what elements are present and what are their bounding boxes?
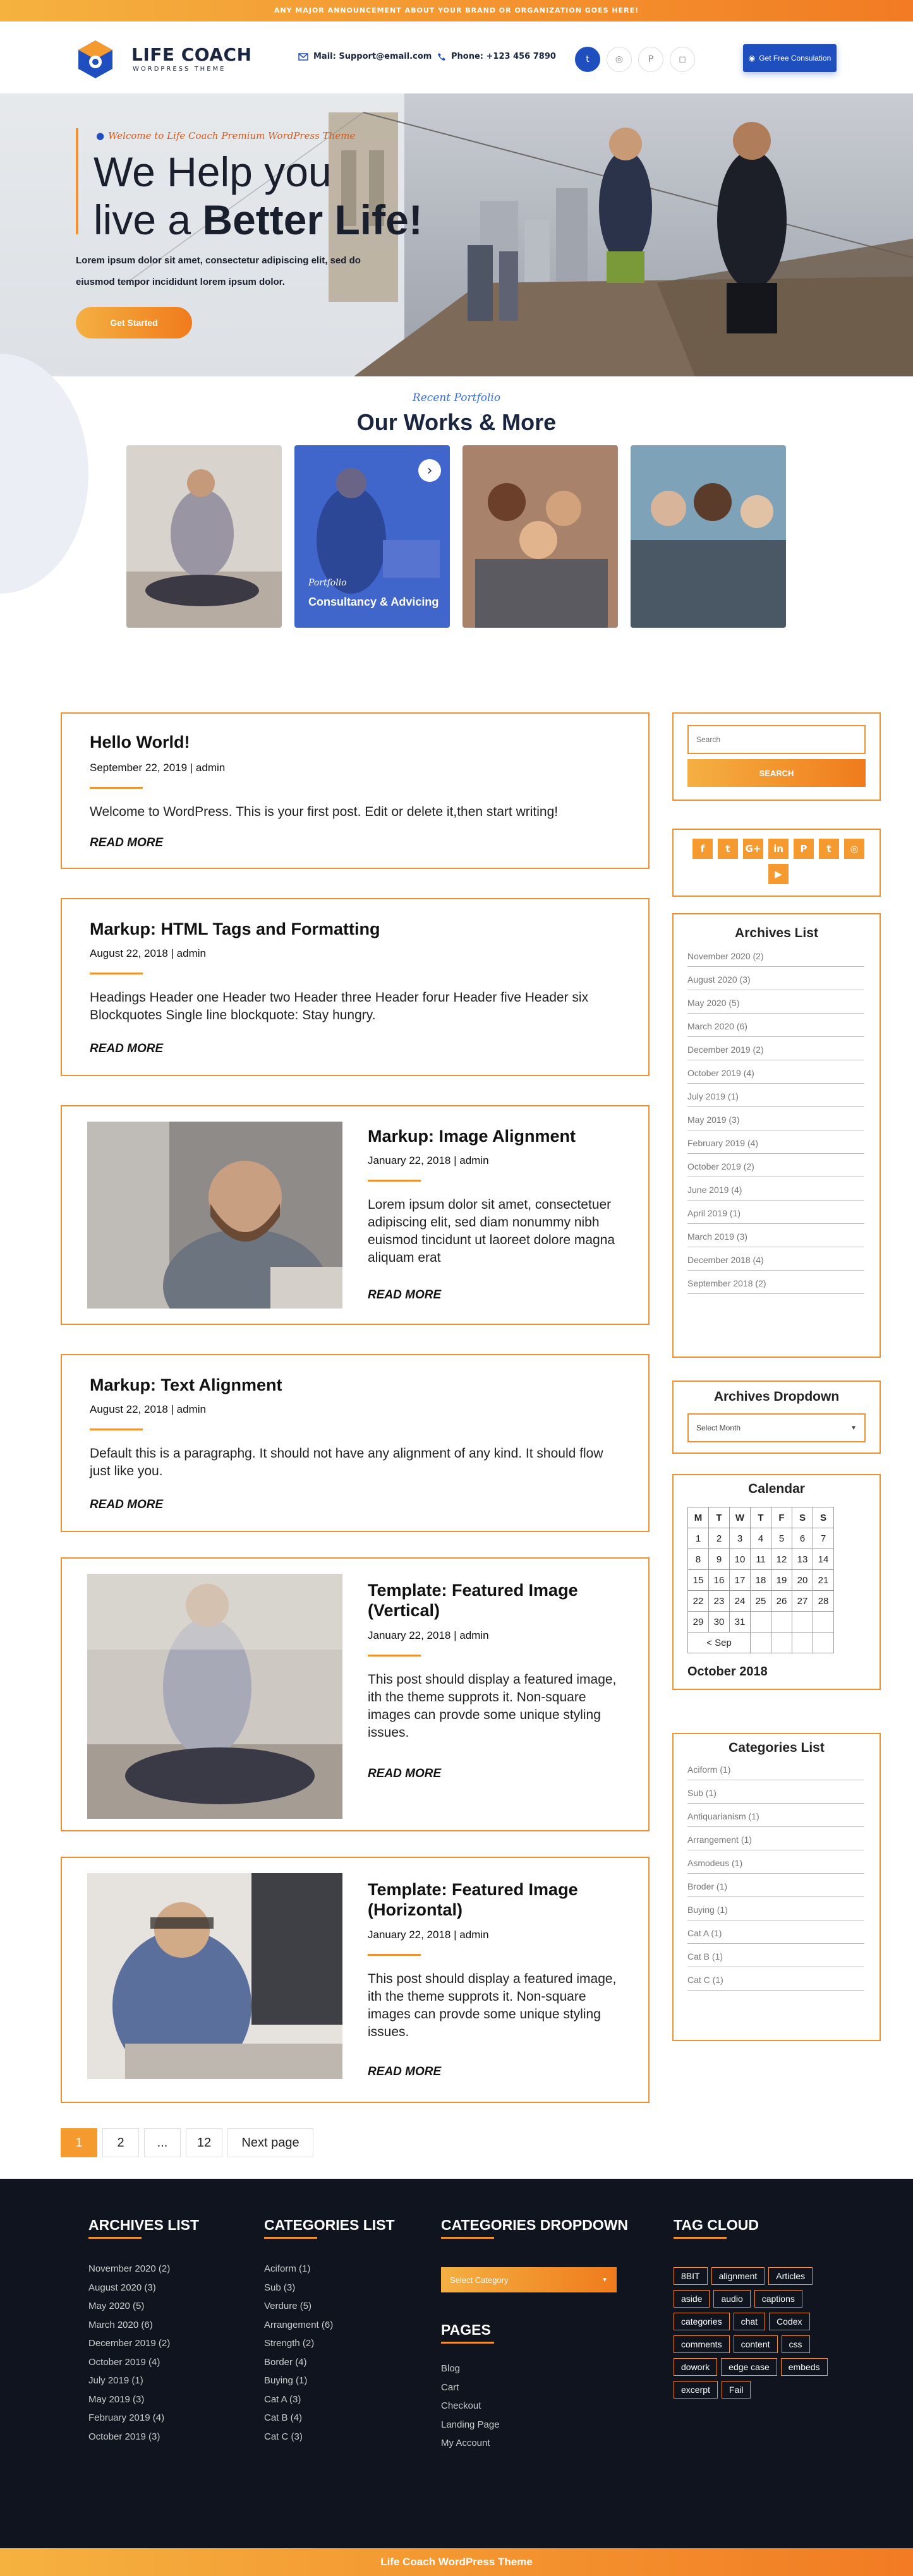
archive-item[interactable]: February 2019 (4) — [687, 1130, 864, 1154]
footer-divider — [441, 2237, 494, 2239]
pagination-next[interactable]: Next page — [227, 2128, 313, 2157]
post-meta: August 22, 2018 | admin — [90, 1403, 206, 1415]
read-more-link[interactable]: READ MORE — [368, 1288, 442, 1302]
archive-item[interactable]: May 2019 (3) — [687, 1107, 864, 1130]
post-title[interactable]: Template: Featured Image (Vertical) — [368, 1581, 578, 1620]
footer-category-item[interactable]: Border (4) — [264, 2356, 307, 2368]
portfolio-card-category: Portfolio — [308, 578, 347, 588]
footer-categories-list — [264, 2260, 333, 2446]
social-widget — [672, 829, 881, 897]
archive-item[interactable]: August 2020 (3) — [687, 967, 864, 990]
post-featured-image[interactable] — [87, 1873, 342, 2079]
post-card — [61, 1557, 650, 1831]
post-featured-image[interactable] — [87, 1574, 342, 1819]
search-input[interactable] — [687, 725, 866, 754]
post-divider — [90, 1429, 143, 1430]
calendar-day: 17 — [730, 1570, 751, 1591]
tag-link[interactable]: alignment — [711, 2267, 765, 2285]
archive-item[interactable]: September 2018 (2) — [687, 1271, 864, 1294]
post-divider — [368, 1655, 421, 1656]
announcement-bar — [0, 0, 913, 21]
category-item[interactable]: Antiquarianism (1) — [687, 1804, 864, 1827]
tag-link[interactable]: 8BIT — [674, 2267, 708, 2285]
copyright-text: Life Coach WordPress Theme — [380, 2556, 533, 2568]
archive-item[interactable]: October 2019 (2) — [687, 1154, 864, 1177]
calendar-day: 15 — [688, 1570, 709, 1591]
calendar-day: 26 — [771, 1591, 792, 1612]
category-item[interactable]: Cat C (1) — [687, 1967, 864, 1991]
calendar-table — [687, 1507, 834, 1653]
logo-icon[interactable] — [76, 39, 115, 80]
calendar-empty-cell — [771, 1632, 792, 1653]
category-item[interactable]: Arrangement (1) — [687, 1827, 864, 1850]
footer-archives-list — [88, 2260, 170, 2446]
calendar-title: Calendar — [748, 1482, 805, 1496]
archive-item[interactable]: December 2018 (4) — [687, 1247, 864, 1271]
calendar-widget — [672, 1474, 881, 1690]
category-item[interactable]: Buying (1) — [687, 1897, 864, 1920]
post-excerpt: Default this is a paragraphg. It should not have any alignment of any kind. It should flow just like you. — [90, 1446, 603, 1478]
brand-title[interactable]: LIFE COACH — [131, 44, 252, 65]
archive-item[interactable]: June 2019 (4) — [687, 1177, 864, 1201]
calendar-day: 6 — [792, 1528, 813, 1549]
footer-tags-title: TAG CLOUD — [674, 2217, 759, 2233]
post-title[interactable]: Markup: HTML Tags and Formatting — [90, 920, 380, 938]
archives-list — [687, 944, 864, 1294]
announcement-text: ANY MAJOR ANNOUNCEMENT ABOUT YOUR BRAND OR ORGANIZATION GOES HERE! — [274, 6, 639, 15]
footer-page-link[interactable]: My Account — [441, 2438, 490, 2448]
footer-dropdown-title: CATEGORIES DROPDOWN — [441, 2217, 629, 2233]
footer-page-link[interactable]: Landing Page — [441, 2419, 500, 2430]
twitter-icon[interactable]: t — [575, 47, 600, 72]
tag-link[interactable]: comments — [674, 2335, 730, 2353]
mail-icon — [298, 53, 308, 61]
post-card — [61, 1857, 650, 2103]
hero-heading-line2-bold: Better Life! — [202, 196, 423, 243]
footer-category-item[interactable]: Verdure (5) — [264, 2301, 312, 2311]
calendar-day: 19 — [771, 1570, 792, 1591]
calendar-day: 13 — [792, 1549, 813, 1570]
hero-text-line1: Lorem ipsum dolor sit amet, consectetur adipiscing elit, sed do — [76, 255, 361, 266]
footer-archive-item[interactable]: October 2019 (3) — [88, 2431, 160, 2442]
post-meta: January 22, 2018 | admin — [368, 1929, 489, 1941]
categories-title: Categories List — [729, 1740, 825, 1755]
works-title: Our Works & More — [356, 409, 557, 435]
social-icons — [692, 839, 864, 884]
linkedin-icon[interactable]: in — [768, 839, 789, 859]
free-consultation-label: Get Free Consulation — [759, 54, 831, 63]
pagination-page[interactable]: 12 — [186, 2128, 222, 2157]
footer-pages-list — [441, 2359, 500, 2453]
hero-heading-line1: We Help you — [94, 148, 332, 195]
chevron-down-icon: ▼ — [602, 2276, 608, 2284]
hero-heading — [94, 148, 423, 244]
footer-archive-item[interactable]: August 2020 (3) — [88, 2282, 156, 2293]
calendar-day: 11 — [751, 1549, 771, 1570]
hero-welcome-text: Welcome to Life Coach Premium WordPress Theme — [108, 130, 356, 141]
footer-page-link[interactable]: Blog — [441, 2363, 461, 2374]
calendar-day — [751, 1612, 771, 1632]
instagram-icon[interactable]: ◻ — [670, 47, 695, 72]
calendar-day: 24 — [730, 1591, 751, 1612]
post-excerpt: This post should display a featured image, ith the theme supprots it. Non-square images can provde some unique styling issues. — [368, 1672, 617, 1740]
brand-subtitle: WORDPRESS THEME — [133, 66, 226, 73]
tag-link[interactable]: chat — [734, 2313, 765, 2330]
mail-text: Mail: Support@email.com — [313, 52, 432, 61]
search-widget — [672, 712, 881, 801]
pagination-ellipsis: ... — [144, 2128, 181, 2157]
google-plus-icon[interactable]: G+ — [743, 839, 763, 859]
archive-item[interactable]: March 2020 (6) — [687, 1014, 864, 1037]
twitter-icon[interactable]: t — [718, 839, 738, 859]
footer-category-item[interactable]: Strength (2) — [264, 2338, 315, 2349]
calendar-day: 20 — [792, 1570, 813, 1591]
calendar-day: 25 — [751, 1591, 771, 1612]
calendar-day: 8 — [688, 1549, 709, 1570]
archive-item[interactable]: October 2019 (4) — [687, 1060, 864, 1084]
calendar-week-row — [688, 1528, 834, 1549]
calendar-nav-row — [688, 1632, 834, 1653]
calendar-day — [792, 1612, 813, 1632]
calendar-day: 4 — [751, 1528, 771, 1549]
calendar-month: October 2018 — [687, 1665, 768, 1679]
archives-month-select-value: Select Month — [696, 1423, 741, 1432]
search-button[interactable]: SEARCH — [687, 759, 866, 787]
footer-divider — [264, 2237, 317, 2239]
footer-category-select[interactable] — [441, 2267, 617, 2292]
footer-divider — [441, 2342, 494, 2344]
footer-archive-item[interactable]: March 2020 (6) — [88, 2319, 153, 2330]
footer-category-item[interactable]: Arrangement (6) — [264, 2319, 334, 2330]
calendar-day: 30 — [709, 1612, 730, 1632]
read-more-link[interactable]: READ MORE — [90, 836, 164, 849]
post-meta: September 22, 2019 | admin — [90, 762, 226, 774]
archives-title: Archives List — [735, 926, 818, 940]
archive-item[interactable]: April 2019 (1) — [687, 1201, 864, 1224]
calendar-day: 7 — [813, 1528, 834, 1549]
dribbble-icon[interactable]: ◎ — [607, 47, 632, 72]
globe-icon: ● — [96, 130, 105, 141]
category-item[interactable]: Cat A (1) — [687, 1920, 864, 1944]
post-title[interactable]: Markup: Image Alignment — [368, 1127, 576, 1146]
tag-link[interactable]: content — [734, 2335, 778, 2353]
calendar-week-row — [688, 1570, 834, 1591]
calendar-week-row — [688, 1612, 834, 1632]
post-card — [61, 1354, 650, 1532]
calendar-weekday: S — [813, 1507, 834, 1528]
mail-contact[interactable] — [298, 52, 432, 61]
calendar-day: 16 — [709, 1570, 730, 1591]
chat-icon: ◉ — [748, 54, 756, 63]
portfolio-image-yoga — [126, 445, 282, 628]
calendar-day: 23 — [709, 1591, 730, 1612]
decorative-circle — [0, 354, 88, 594]
footer-category-item[interactable]: Buying (1) — [264, 2375, 308, 2386]
footer-archive-item[interactable]: May 2019 (3) — [88, 2393, 145, 2405]
post-divider — [368, 1180, 421, 1182]
youtube-icon[interactable]: ▶ — [768, 864, 789, 884]
hero-welcome — [96, 130, 355, 141]
post-title[interactable]: Markup: Text Alignment — [90, 1375, 282, 1394]
tag-link[interactable]: Fail — [722, 2381, 751, 2399]
footer-category-item[interactable]: Sub (3) — [264, 2282, 296, 2293]
archive-item[interactable]: November 2020 (2) — [687, 944, 864, 967]
footer-archive-item[interactable]: December 2019 (2) — [88, 2338, 171, 2349]
facebook-icon[interactable]: f — [692, 839, 713, 859]
phone-text: Phone: +123 456 7890 — [451, 52, 556, 61]
post-title[interactable]: Template: Featured Image (Horizontal) — [368, 1880, 578, 1919]
works-subtitle: Recent Portfolio — [412, 392, 501, 404]
archive-item[interactable]: March 2019 (3) — [687, 1224, 864, 1247]
read-more-link[interactable]: READ MORE — [368, 1767, 442, 1780]
calendar-day: 9 — [709, 1549, 730, 1570]
calendar-weekday: F — [771, 1507, 792, 1528]
pinterest-icon[interactable]: P — [638, 47, 663, 72]
calendar-header-row — [688, 1507, 834, 1528]
portfolio-card[interactable] — [126, 445, 282, 628]
tag-link[interactable]: Codex — [769, 2313, 809, 2330]
portfolio-image-family — [463, 445, 618, 628]
post-excerpt: This post should display a featured image, ith the theme supprots it. Non-square images can provde some unique styling issues. — [368, 1972, 617, 2039]
calendar-day: 18 — [751, 1570, 771, 1591]
get-started-button[interactable]: Get Started — [76, 307, 192, 338]
post-meta: August 22, 2018 | admin — [90, 947, 206, 959]
footer-divider — [674, 2237, 727, 2239]
tag-link[interactable]: categories — [674, 2313, 730, 2330]
tag-link[interactable]: embeds — [781, 2358, 828, 2376]
archive-item[interactable]: July 2019 (1) — [687, 1084, 864, 1107]
footer-divider — [88, 2237, 142, 2239]
post-card — [61, 712, 650, 869]
calendar-weekday: S — [792, 1507, 813, 1528]
calendar-day: 3 — [730, 1528, 751, 1549]
calendar-day: 31 — [730, 1612, 751, 1632]
portfolio-card[interactable] — [463, 445, 618, 628]
portfolio-next-arrow-icon[interactable]: › — [418, 459, 441, 482]
post-excerpt: Headings Header one Header two Header three Header forur Header five Header six Blockquotes Single line blockquote: Stay hungry. — [90, 990, 589, 1022]
calendar-day: 14 — [813, 1549, 834, 1570]
footer-pages-title: PAGES — [441, 2321, 491, 2338]
footer-category-item[interactable]: Cat B (4) — [264, 2412, 303, 2423]
footer-archives-title: ARCHIVES LIST — [88, 2217, 200, 2233]
hero-accent-bar — [76, 128, 78, 234]
post-excerpt: Welcome to WordPress. This is your first post. Edit or delete it,then start writing! — [90, 805, 559, 819]
calendar-empty-cell — [813, 1632, 834, 1653]
post-excerpt: Lorem ipsum dolor sit amet, consectetuer adipiscing elit, sed diam nonummy nibh euismod tincidunt ut laoreet dolore magna aliquam erat — [368, 1197, 615, 1265]
footer-category-item[interactable]: Cat C (3) — [264, 2431, 303, 2442]
tag-link[interactable]: edge case — [721, 2358, 777, 2376]
pinterest-icon[interactable]: P — [794, 839, 814, 859]
tag-cloud — [674, 2267, 838, 2404]
calendar-day: 21 — [813, 1570, 834, 1591]
portfolio-card-active[interactable] — [294, 445, 450, 628]
calendar-week-row — [688, 1591, 834, 1612]
post-featured-image[interactable] — [87, 1122, 342, 1309]
categories-widget — [672, 1733, 881, 2041]
calendar-weekday: T — [709, 1507, 730, 1528]
categories-list — [687, 1757, 864, 1991]
post-divider — [368, 1954, 421, 1956]
footer-page-link[interactable]: Checkout — [441, 2400, 481, 2411]
footer-archive-item[interactable]: July 2019 (1) — [88, 2375, 143, 2386]
calendar-day: 12 — [771, 1549, 792, 1570]
archives-dropdown-widget — [672, 1381, 881, 1454]
hero-banner — [0, 93, 913, 376]
archives-widget — [672, 913, 881, 1358]
footer-page-link[interactable]: Cart — [441, 2381, 459, 2393]
archives-dropdown-title: Archives Dropdown — [713, 1389, 840, 1404]
phone-icon — [437, 52, 446, 61]
portfolio-card[interactable] — [631, 445, 786, 628]
tag-link[interactable]: aside — [674, 2290, 710, 2308]
post-card — [61, 1105, 650, 1325]
hero-heading-line2 — [94, 196, 423, 244]
read-more-link[interactable]: READ MORE — [90, 1498, 164, 1511]
phone-contact[interactable] — [437, 52, 556, 61]
post-meta: January 22, 2018 | admin — [368, 1154, 489, 1166]
hero-text-line2: eiusmod tempor incididunt lorem ipsum dolor. — [76, 277, 285, 287]
footer-archive-item[interactable]: October 2019 (4) — [88, 2356, 160, 2368]
tag-link[interactable]: css — [782, 2335, 810, 2353]
calendar-empty-cell — [792, 1632, 813, 1653]
hero-heading-line2-pre: live a — [94, 196, 203, 243]
tag-link[interactable]: excerpt — [674, 2381, 718, 2399]
calendar-day: 10 — [730, 1549, 751, 1570]
free-consultation-button[interactable] — [743, 44, 837, 72]
read-more-link[interactable]: READ MORE — [368, 2065, 442, 2078]
category-item[interactable]: Asmodeus (1) — [687, 1850, 864, 1874]
calendar-empty-cell — [751, 1632, 771, 1653]
footer-category-item[interactable]: Cat A (3) — [264, 2393, 301, 2405]
calendar-week-row — [688, 1549, 834, 1570]
category-item[interactable]: Broder (1) — [687, 1874, 864, 1897]
calendar-day: 1 — [688, 1528, 709, 1549]
site-header — [0, 21, 913, 93]
calendar-day: 22 — [688, 1591, 709, 1612]
category-item[interactable]: Aciform (1) — [687, 1757, 864, 1780]
footer-categories-title: CATEGORIES LIST — [264, 2217, 395, 2233]
portfolio-image-team — [631, 445, 786, 628]
calendar-weekday: T — [751, 1507, 771, 1528]
post-title[interactable]: Hello World! — [90, 733, 190, 752]
calendar-day — [813, 1612, 834, 1632]
calendar-day: 27 — [792, 1591, 813, 1612]
portfolio-card-title[interactable]: Consultancy & Advicing — [308, 596, 439, 608]
read-more-link[interactable]: READ MORE — [90, 1042, 164, 1055]
pagination-page[interactable]: 2 — [102, 2128, 139, 2157]
tumblr-icon[interactable]: t — [819, 839, 839, 859]
footer-archive-item[interactable]: February 2019 (4) — [88, 2412, 165, 2423]
calendar-day — [771, 1612, 792, 1632]
calendar-weekday: M — [688, 1507, 709, 1528]
category-item[interactable]: Cat B (1) — [687, 1944, 864, 1967]
footer-category-item[interactable]: Aciform (1) — [264, 2263, 311, 2274]
chevron-down-icon: ▼ — [850, 1424, 857, 1432]
footer-category-select-value: Select Category — [450, 2275, 509, 2285]
tag-link[interactable]: dowork — [674, 2358, 717, 2376]
tag-link[interactable]: audio — [713, 2290, 750, 2308]
footer-archive-item[interactable]: November 2020 (2) — [88, 2263, 171, 2274]
hero-text — [76, 250, 361, 293]
post-divider — [90, 787, 143, 789]
footer-archive-item[interactable]: May 2020 (5) — [88, 2301, 145, 2311]
calendar-day: 2 — [709, 1528, 730, 1549]
archive-item[interactable]: December 2019 (2) — [687, 1037, 864, 1060]
post-divider — [90, 973, 143, 974]
instagram-icon[interactable]: ◎ — [844, 839, 864, 859]
tag-link[interactable]: captions — [754, 2290, 802, 2308]
category-item[interactable]: Sub (1) — [687, 1780, 864, 1804]
calendar-day: 29 — [688, 1612, 709, 1632]
calendar-prev-link[interactable]: < Sep — [688, 1632, 751, 1653]
pagination-page-current[interactable]: 1 — [61, 2128, 97, 2157]
calendar-weekday: W — [730, 1507, 751, 1528]
archive-item[interactable]: May 2020 (5) — [687, 990, 864, 1014]
calendar-day: 28 — [813, 1591, 834, 1612]
post-card — [61, 898, 650, 1076]
copyright-bar — [0, 2548, 913, 2576]
calendar-day: 5 — [771, 1528, 792, 1549]
post-meta: January 22, 2018 | admin — [368, 1629, 489, 1641]
tag-link[interactable]: Articles — [768, 2267, 813, 2285]
site-footer — [0, 2179, 913, 2548]
archives-month-select[interactable] — [687, 1413, 866, 1442]
